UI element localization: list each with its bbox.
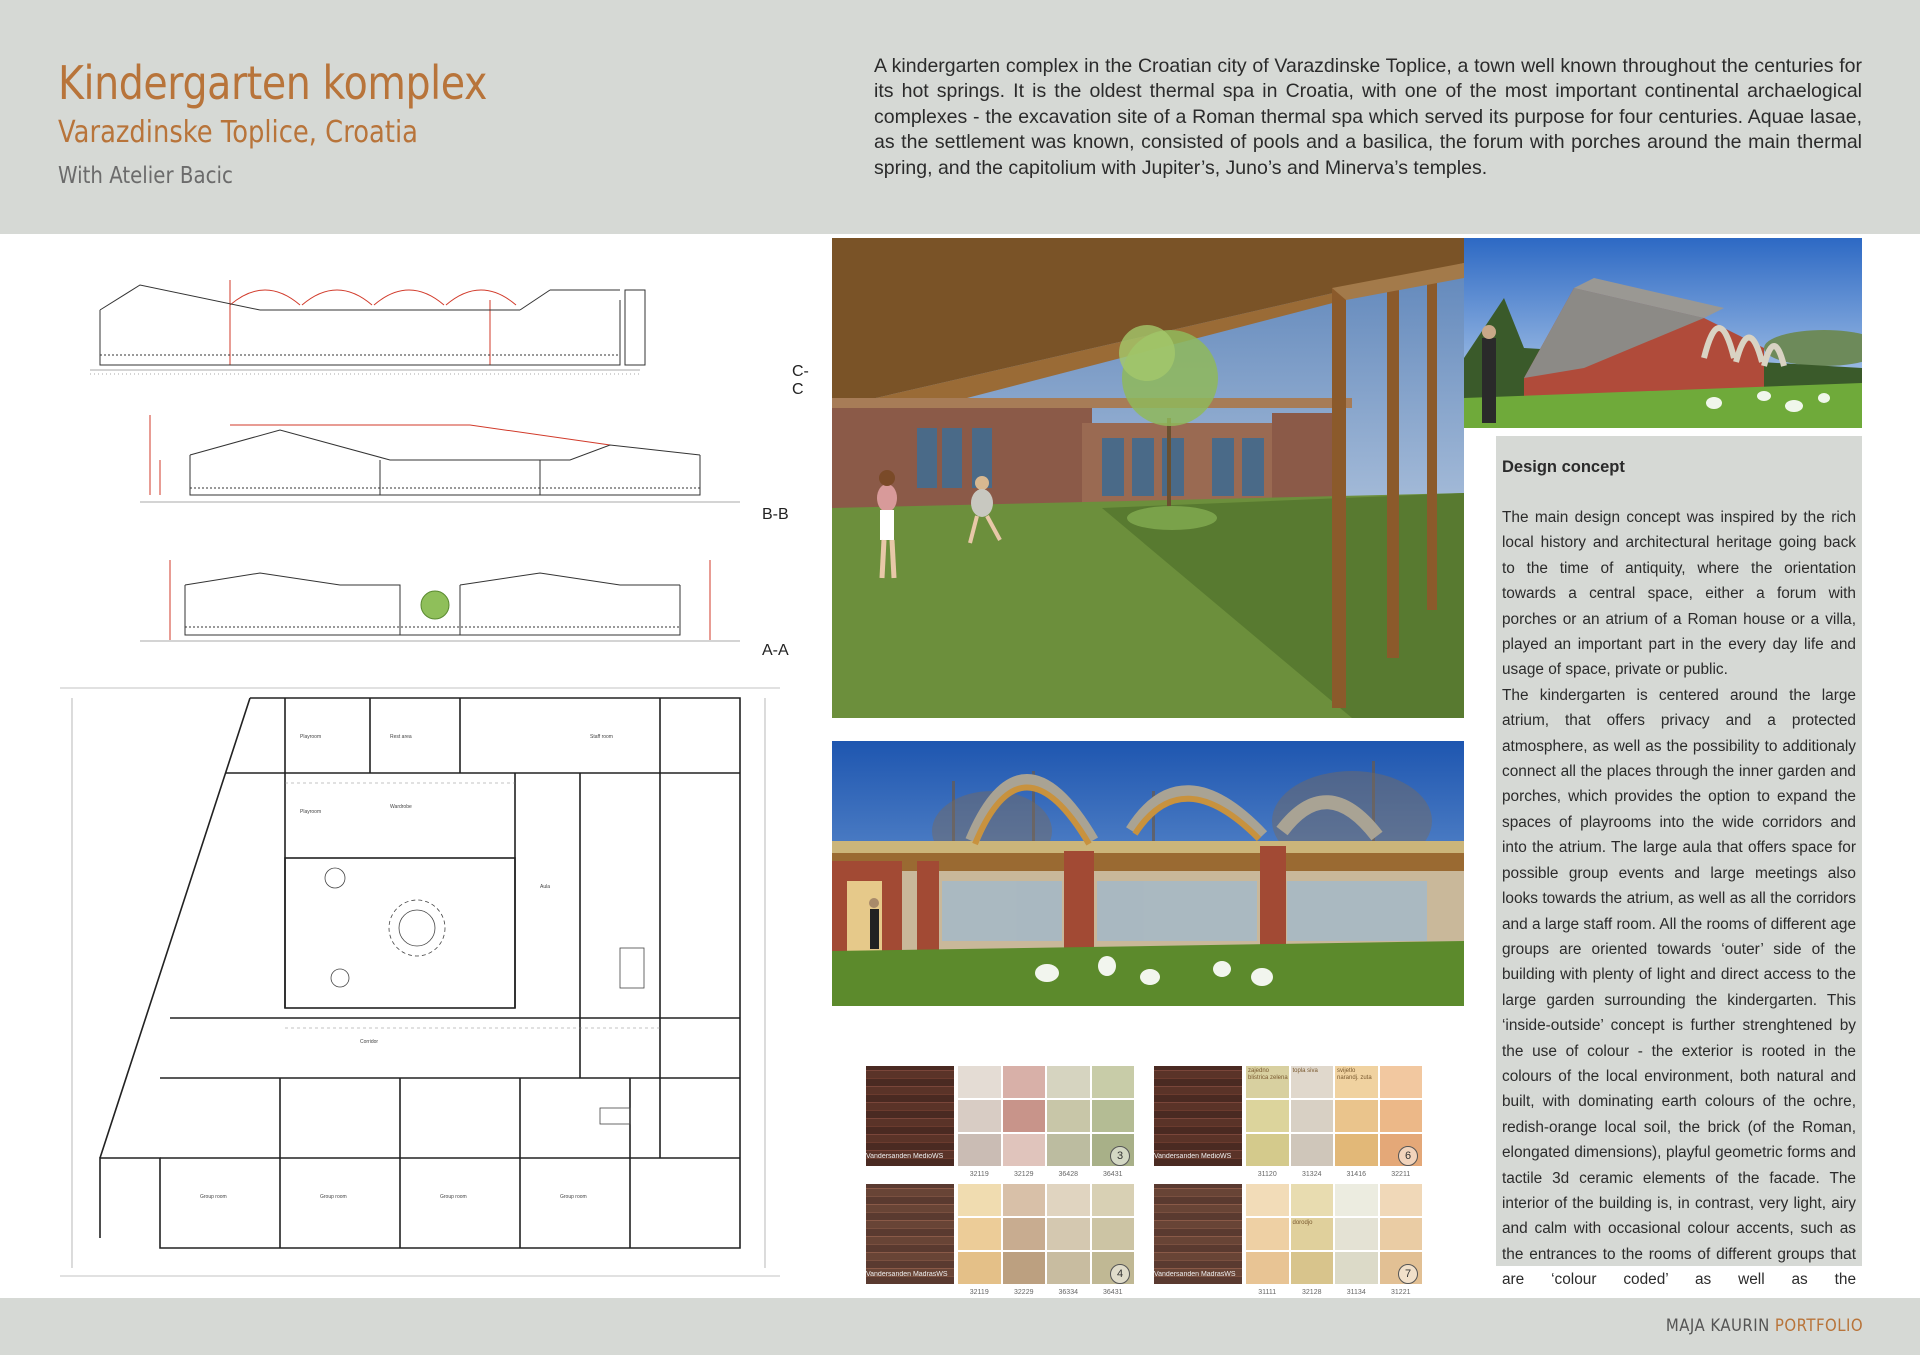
palette-number-badge: 3: [1110, 1146, 1130, 1166]
svg-text:Rest area: Rest area: [390, 734, 412, 740]
section-aa-drawing: [140, 555, 760, 650]
svg-text:Group room: Group room: [440, 1194, 467, 1200]
brick-label: Vandersanden MedioWS: [866, 1153, 944, 1160]
colour-palette-7: [1154, 1184, 1422, 1296]
chip-code: 32119: [969, 1289, 989, 1296]
footer-band: [0, 1298, 1920, 1355]
chip-note: topla siva: [1292, 1068, 1318, 1074]
svg-text:Staff room: Staff room: [590, 734, 613, 740]
design-concept-box: [1496, 436, 1862, 1289]
chip-code: 31416: [1346, 1171, 1366, 1178]
chip-code: 32129: [1014, 1171, 1034, 1178]
footer-credit: [1666, 1316, 1863, 1336]
footer-author-name: MAJA KAURIN: [1665, 1316, 1770, 1336]
chip-note: svijetlo narandj. zuta: [1337, 1068, 1372, 1081]
colour-palette-4: [866, 1184, 1134, 1296]
brick-label: Vandersanden MadrasWS: [1154, 1271, 1236, 1278]
svg-text:Group room: Group room: [200, 1194, 227, 1200]
palette-number-badge: 6: [1398, 1146, 1418, 1166]
svg-text:Playroom: Playroom: [300, 809, 322, 815]
page-subtitle: Varazdinske Toplice, Croatia: [58, 115, 418, 150]
brick-label: Vandersanden MadrasWS: [866, 1271, 948, 1278]
chip-code: 36428: [1058, 1171, 1078, 1178]
svg-text:Corridor: Corridor: [360, 1039, 379, 1045]
footer-portfolio-label: PORTFOLIO: [1774, 1316, 1863, 1336]
render-atrium-porch: [832, 238, 1464, 718]
section-cc-drawing: [80, 270, 790, 380]
chip-code: 32229: [1014, 1289, 1034, 1296]
svg-text:Aula: Aula: [540, 884, 551, 890]
architectural-drawings: [60, 260, 820, 1290]
colour-palette-3: [866, 1066, 1134, 1178]
brick-sample: [1154, 1066, 1242, 1166]
palette-number-badge: 4: [1110, 1264, 1130, 1284]
svg-text:Group room: Group room: [320, 1194, 347, 1200]
collaborator-credit: With Atelier Bacic: [58, 163, 233, 189]
chip-note: dorodjo: [1292, 1220, 1313, 1226]
page-title: Kindergarten komplex: [58, 56, 487, 110]
colour-palette-6: [1154, 1066, 1422, 1178]
colour-chips: [958, 1066, 1134, 1178]
design-concept-heading: Design concept: [1502, 458, 1625, 476]
colour-chips: [958, 1184, 1134, 1296]
section-bb-drawing: [140, 400, 760, 510]
brick-sample: [1154, 1184, 1242, 1284]
design-concept-paragraph-2: The kindergarten is centered around the large atrium, that offers privacy and a protected atmosphere, as well as the possibility to additionaly connect all the places through the inner garden and porches, which provides the option to expand the spaces of playrooms into the wide corridors and into the atrium. The large aula that offers space for possible group events and large meetings also looks towards the atrium, as well as all the corridors and a large staff room. All the rooms of different age groups are oriented towards ‘outer’ side of the building with plenty of light and direct access to the large garden surrounding the kindergarten. This ‘inside-outside’ concept is further strenghtened by the use of colour - the exterior is rooted in the colours of the local environment, both natural and built, with dominating earth colours of the ochre, redish-orange local soil, the brick (of the Roman, elongated dimensions), playful geometric forms and tactile 3d ceramic elements of the facade. The interior of the building is, in contrast, very light, airy and calm with occasional colour accents, such as the entrances to the rooms of different groups that are ‘colour coded’ as well as the: [1502, 686, 1856, 1289]
chip-code: 36334: [1058, 1289, 1078, 1296]
section-label-cc: C-C: [792, 363, 809, 398]
chip-code: 32119: [969, 1171, 989, 1178]
chip-code: 31324: [1302, 1171, 1322, 1178]
intro-text: A kindergarten complex in the Croatian city of Varazdinske Toplice, a town well known throughout the centuries for its hot springs. It is the oldest thermal spa in Croatia, with one of the most important continental archaelogical complexes - the excavation site of a Roman thermal spa which served its purpose for four centuries. Aquae lasae, as the settlement was known, consisted of pools and a basilica, the forum with porches around the main thermal spring, and the capitolium with Jupiter’s, Juno’s and Minerva’s temples.: [874, 55, 1862, 179]
svg-text:Playroom: Playroom: [300, 734, 322, 740]
brick-sample: [866, 1066, 954, 1166]
brick-label: Vandersanden MedioWS: [1154, 1153, 1232, 1160]
colour-chips: [1246, 1184, 1422, 1296]
render-exterior-photo: [1464, 238, 1862, 428]
svg-text:Wardrobe: Wardrobe: [390, 804, 412, 810]
colour-chips: [1246, 1066, 1422, 1178]
chip-code: 32211: [1391, 1171, 1411, 1178]
section-label-bb: B-B: [762, 506, 789, 523]
chip-code: 36431: [1103, 1171, 1123, 1178]
section-label-aa: A-A: [762, 642, 789, 659]
chip-code: 36431: [1103, 1289, 1123, 1296]
chip-code: 31221: [1391, 1289, 1411, 1296]
floor-plan-drawing: [60, 678, 780, 1288]
design-concept-paragraph-1: The main design concept was inspired by the rich local history and architectural heritage going back to the time of antiquity, where the orientation towards a central space, either a forum with porches or an atrium of a Roman house or a villa, played an important part in the every day life and usage of space, private or public.: [1502, 509, 1856, 679]
chip-note: zajedno blistrica zelena: [1248, 1068, 1288, 1081]
chip-code: 31120: [1257, 1171, 1277, 1178]
chip-code: 31134: [1346, 1289, 1366, 1296]
brick-sample: [866, 1184, 954, 1284]
chip-code: 31111: [1258, 1289, 1277, 1296]
chip-code: 32128: [1302, 1289, 1322, 1296]
svg-text:Group room: Group room: [560, 1194, 587, 1200]
palette-number-badge: 7: [1398, 1264, 1418, 1284]
render-arches-facade: [832, 741, 1464, 1006]
